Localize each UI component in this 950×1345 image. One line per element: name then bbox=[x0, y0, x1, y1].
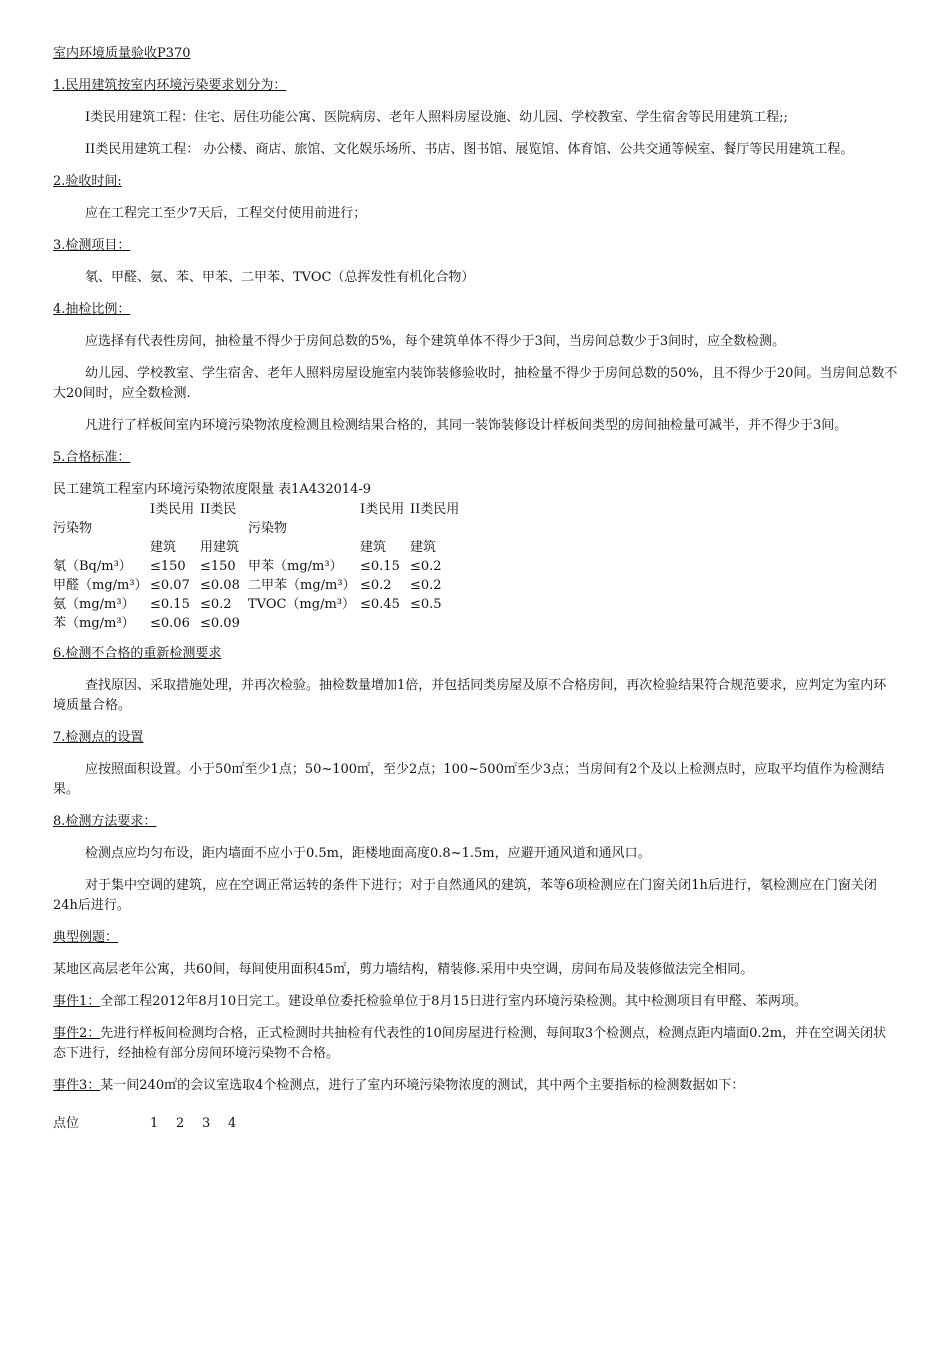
section-2-heading: 2.验收时间: bbox=[53, 174, 122, 189]
limit-table-cell: ≤0.15 bbox=[360, 559, 400, 574]
document-page bbox=[53, 44, 898, 1134]
event-3-label: 事件3： bbox=[53, 1078, 101, 1093]
points-label: 点位 bbox=[53, 1116, 80, 1131]
limit-table-cell: TVOC（mg/m³） bbox=[248, 597, 356, 612]
point-number: 2 bbox=[176, 1116, 185, 1131]
point-number: 4 bbox=[228, 1116, 237, 1131]
limit-table-cell: ≤0.2 bbox=[200, 597, 232, 612]
limit-table-cell: ≤0.45 bbox=[360, 597, 400, 612]
limit-table-cell: 甲醛（mg/m³） bbox=[53, 578, 148, 593]
section-4-heading: 4.抽检比例： bbox=[53, 302, 131, 317]
limit-table-cell: ≤0.09 bbox=[200, 616, 240, 631]
limit-table-header-cls1-left-sub: 建筑 bbox=[150, 540, 177, 555]
event-1-text: 全部工程2012年8月10日完工。建设单位委托检验单位于8月15日进行室内环境污染检测。其中检测项目有甲醛、苯两项。 bbox=[100, 994, 807, 1009]
section-3-para-1: 氡、甲醛、氨、苯、甲苯、二甲苯、TVOC（总挥发性有机化合物） bbox=[85, 270, 475, 285]
limit-table-cell: 苯（mg/m³） bbox=[53, 616, 135, 631]
limit-table-cell: ≤0.2 bbox=[410, 578, 442, 593]
event-3 bbox=[53, 1076, 898, 1096]
limit-table-cell: ≤150 bbox=[200, 559, 236, 574]
limit-table-cell: 二甲苯（mg/m³） bbox=[248, 578, 356, 593]
section-6-heading: 6.检测不合格的重新检测要求 bbox=[53, 646, 222, 661]
limit-table-cell: ≤0.15 bbox=[150, 597, 190, 612]
section-7-para-1: 应按照面积设置。小于50㎡至少1点；50~100㎡，至少2点；100~500㎡至少3点；当房间有2个及以上检测点时，应取平均值作为检测结果。 bbox=[53, 762, 885, 797]
limit-table-cell: ≤0.2 bbox=[360, 578, 392, 593]
limit-table-cell: 氨（mg/m³） bbox=[53, 597, 135, 612]
points-row bbox=[53, 1114, 898, 1134]
limit-table-header-pollutant-right: 污染物 bbox=[248, 521, 288, 536]
limit-table-cell: ≤0.06 bbox=[150, 616, 190, 631]
section-6-para-1: 查找原因、采取措施处理，并再次检验。抽检数量增加1倍，并包括同类房屋及原不合格房间，再次检验结果符合规范要求，应判定为室内环境质量合格。 bbox=[53, 678, 887, 713]
limit-table-cell: 氡（Bq/m³） bbox=[53, 559, 132, 574]
limit-table-cell: ≤0.2 bbox=[410, 559, 442, 574]
example-intro: 某地区高层老年公寓，共60间，每间使用面积45㎡，剪力墙结构，精装修.采用中央空调，房间布局及装修做法完全相同。 bbox=[53, 962, 754, 977]
event-2-label: 事件2： bbox=[53, 1026, 101, 1041]
point-number: 1 bbox=[150, 1116, 159, 1131]
section-4-para-3: 凡进行了样板间室内环境污染物浓度检测且检测结果合格的，其同一装饰装修设计样板间类型的房间抽检量可减半，并不得少于3间。 bbox=[85, 418, 848, 433]
event-1-label: 事件1： bbox=[53, 994, 101, 1009]
section-5-heading: 5.合格标准： bbox=[53, 450, 131, 465]
limit-table-cell: ≤0.07 bbox=[150, 578, 190, 593]
event-3-text: 某一间240㎡的会议室选取4个检测点，进行了室内环境污染物浓度的测试，其中两个主要指标的检测数据如下： bbox=[100, 1078, 745, 1093]
section-8-heading: 8.检测方法要求： bbox=[53, 814, 157, 829]
limit-table-cell: ≤150 bbox=[150, 559, 186, 574]
point-number: 3 bbox=[202, 1116, 211, 1131]
doc-title: 室内环境质量验收P370 bbox=[53, 46, 191, 61]
section-8-para-2: 对于集中空调的建筑，应在空调正常运转的条件下进行；对于自然通风的建筑，苯等6项检测应在门窗关闭1h后进行，氡检测应在门窗关闭24h后进行。 bbox=[53, 878, 877, 913]
event-2-text: 先进行样板间检测均合格，正式检测时共抽检有代表性的10间房屋进行检测，每间取3个检测点，检测点距内墙面0.2m，并在空调关闭状态下进行，经抽检有部分房间环境污染物不合格。 bbox=[53, 1026, 887, 1061]
limit-table-cell: 甲苯（mg/m³） bbox=[248, 559, 343, 574]
event-2 bbox=[53, 1024, 898, 1064]
limit-table-header-cls1-left: I类民用 bbox=[150, 502, 195, 517]
example-heading: 典型例题： bbox=[53, 930, 119, 945]
limit-table-caption: 民工建筑工程室内环境污染物浓度限量 表1A432014-9 bbox=[53, 482, 372, 497]
section-1-heading: 1.民用建筑按室内环境污染要求划分为： bbox=[53, 78, 287, 93]
section-8-para-1: 检测点应均匀布设，距内墙面不应小于0.5m，距楼地面高度0.8~1.5m，应避开通风道和通风口。 bbox=[85, 846, 651, 861]
section-2-para-1: 应在工程完工至少7天后，工程交付使用前进行； bbox=[85, 206, 367, 221]
event-1 bbox=[53, 992, 898, 1012]
section-3-heading: 3.检测项目： bbox=[53, 238, 131, 253]
limit-table-header-pollutant-left: 污染物 bbox=[53, 521, 93, 536]
limit-table-header-cls2-left-sub: 用建筑 bbox=[200, 540, 240, 555]
limit-table-header-cls2-right: II类民用 bbox=[410, 502, 460, 517]
limit-table-header-cls1-right: I类民用 bbox=[360, 502, 405, 517]
section-7-heading: 7.检测点的设置 bbox=[53, 730, 144, 745]
limit-table-header-cls2-right-sub: 建筑 bbox=[410, 540, 437, 555]
limit-table-cell: ≤0.5 bbox=[410, 597, 442, 612]
limit-table-cell: ≤0.08 bbox=[200, 578, 240, 593]
limit-table-header-cls1-right-sub: 建筑 bbox=[360, 540, 387, 555]
section-4-para-1: 应选择有代表性房间，抽检量不得少于房间总数的5%，每个建筑单体不得少于3间，当房间总数少于3间时，应全数检测。 bbox=[85, 334, 786, 349]
limit-table bbox=[53, 500, 898, 638]
section-1-para-1: I类民用建筑工程：住宅、居住功能公寓、医院病房、老年人照料房屋设施、幼儿园、学校教室、学生宿舍等民用建筑工程;; bbox=[85, 110, 788, 125]
section-4-para-2: 幼儿园、学校教室、学生宿舍、老年人照料房屋设施室内装饰装修验收时，抽检量不得少于房间总数的50%，且不得少于20间。当房间总数不大20间时，应全数检测. bbox=[53, 366, 898, 401]
section-1-para-2: II类民用建筑工程： 办公楼、商店、旅馆、文化娱乐场所、书店、图书馆、展览馆、体育馆、公共交通等候室、餐厅等民用建筑工程。 bbox=[85, 142, 854, 157]
limit-table-header-cls2-left: II类民 bbox=[200, 502, 237, 517]
